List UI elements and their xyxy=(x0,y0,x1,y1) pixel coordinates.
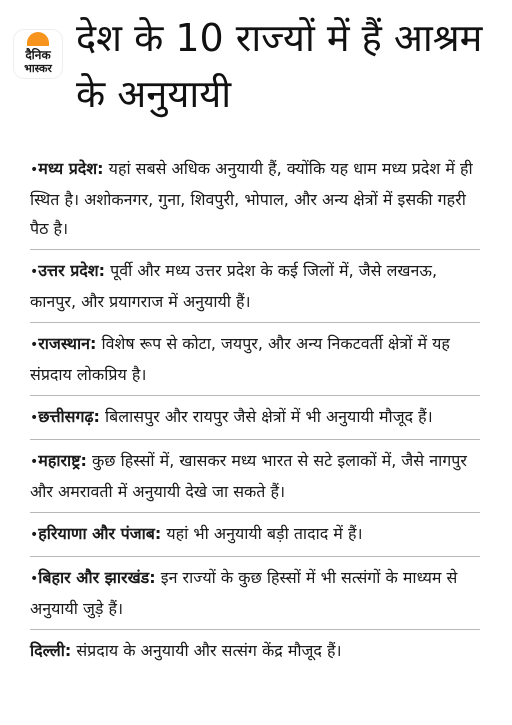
item-label: बिहार और झारखंड: xyxy=(38,568,156,587)
list-item xyxy=(30,557,480,630)
list-item xyxy=(30,440,480,513)
item-text: संप्रदाय के अनुयायी और सत्संग केंद्र मौजूद हैं। xyxy=(71,641,342,660)
header xyxy=(0,0,512,138)
item-label: हरियाणा और पंजाब: xyxy=(38,524,162,543)
list-item xyxy=(30,250,480,323)
item-label: छत्तीसगढ़: xyxy=(38,407,100,426)
bullet: • xyxy=(30,454,39,470)
item-text: इन राज्यों के कुछ हिस्सों में भी सत्संगों के माध्यम से अनुयायी जुड़े हैं। xyxy=(30,568,458,618)
bullet: • xyxy=(30,527,39,543)
item-text: यहां सबसे अधिक अनुयायी हैं, क्योंकि यह धाम मध्य प्रदेश में ही स्थित है। अशोकनगर, गुना, शिवपुरी, भोपाल, और अन्य क्षेत्रों में इसकी गहरी पैठ है। xyxy=(30,159,473,238)
item-text: कुछ हिस्सों में, खासकर मध्य भारत से सटे इलाकों में, जैसे नागपुर और अमरावती में अनुयायी देखे जा सकते हैं। xyxy=(30,451,467,501)
item-label: दिल्ली: xyxy=(30,641,72,660)
list-item xyxy=(30,630,480,673)
item-label: उत्तर प्रदेश: xyxy=(38,261,106,280)
list-item xyxy=(30,148,480,250)
item-text: विशेष रूप से कोटा, जयपुर, और अन्य निकटवर्ती क्षेत्रों में यह संप्रदाय लोकप्रिय है। xyxy=(30,334,450,384)
bullet: • xyxy=(30,410,39,426)
states-list xyxy=(30,148,480,673)
bullet: • xyxy=(30,337,39,353)
list-item xyxy=(30,396,480,440)
item-text: बिलासपुर और रायपुर जैसे क्षेत्रों में भी अनुयायी मौजूद हैं। xyxy=(99,407,433,426)
bullet: • xyxy=(30,264,39,280)
list-item xyxy=(30,323,480,396)
item-text: यहां भी अनुयायी बड़ी तादाद में हैं। xyxy=(161,524,363,543)
sun-icon xyxy=(27,32,49,46)
item-label: राजस्थान: xyxy=(38,334,97,353)
bullet: • xyxy=(30,162,39,178)
page-title: देश के 10 राज्यों में हैं आश्रम के अनुयायी xyxy=(76,16,483,116)
item-label: मध्य प्रदेश: xyxy=(38,159,104,178)
item-text: पूर्वी और मध्य उत्तर प्रदेश के कई जिलों में, जैसे लखनऊ, कानपुर, और प्रयागराज में अनुयायी हैं। xyxy=(30,261,438,311)
dainik-bhaskar-logo xyxy=(14,30,62,78)
logo-text-line2: भास्कर xyxy=(24,62,52,75)
bullet: • xyxy=(30,571,39,587)
item-label: महाराष्ट्र: xyxy=(38,451,87,470)
list-item xyxy=(30,513,480,557)
logo-text-line1: दैनिक xyxy=(25,48,51,62)
